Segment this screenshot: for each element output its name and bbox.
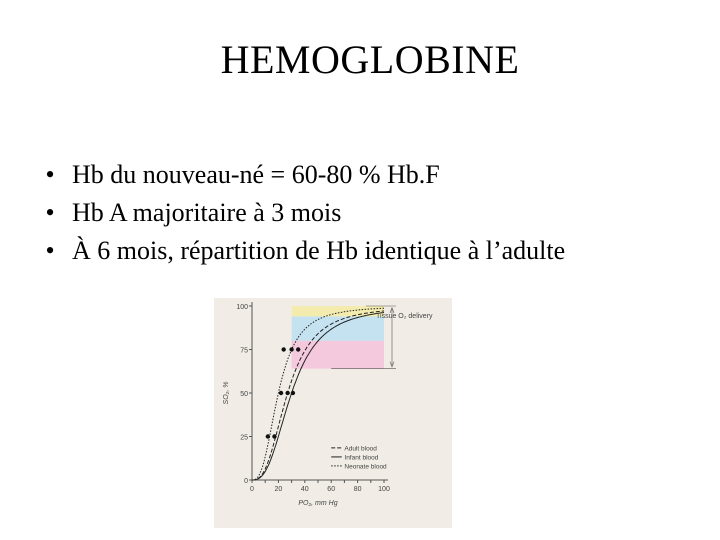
- bullet-text: Hb du nouveau-né = 60-80 % Hb.F: [72, 160, 440, 189]
- y-tick-label: 25: [240, 434, 248, 442]
- x-tick-label: 80: [353, 486, 362, 493]
- legend-label: Infant blood: [344, 454, 379, 462]
- y-tick-label: 50: [240, 391, 248, 398]
- slide-title: HEMOGLOBINE: [220, 37, 520, 82]
- oxygen-dissociation-chart: [214, 298, 452, 528]
- x-axis-label: PO₂, mm Hg: [298, 500, 338, 507]
- bullet-item: [40, 156, 680, 194]
- x-tick-label: 20: [274, 486, 283, 493]
- data-point: [266, 434, 270, 438]
- bullet-item: [40, 194, 680, 232]
- y-tick-label: 75: [240, 347, 248, 355]
- bullet-list: [40, 156, 680, 270]
- x-tick-label: 0: [250, 486, 254, 493]
- data-point: [291, 391, 295, 395]
- bullet-dot: •: [45, 160, 55, 189]
- y-tick-label: 100: [236, 304, 248, 311]
- legend-label: Adult blood: [344, 445, 377, 453]
- bullet-dot: •: [45, 236, 55, 265]
- data-point: [272, 434, 276, 438]
- y-tick-label: 0: [244, 478, 248, 485]
- x-tick-label: 40: [300, 486, 309, 493]
- y-axis-label: SO₂, %: [223, 381, 230, 405]
- x-tick-label: 60: [327, 486, 336, 493]
- legend-label: Neonate blood: [344, 463, 387, 471]
- band-pink: [292, 341, 384, 369]
- band-blue: [292, 316, 384, 340]
- data-point: [285, 391, 289, 395]
- bullet-dot: •: [45, 198, 55, 227]
- data-point: [279, 391, 283, 395]
- oxygen-dissociation-figure: [214, 298, 452, 528]
- x-tick-label: 100: [378, 486, 390, 493]
- bullet-text: Hb A majoritaire à 3 mois: [72, 198, 342, 227]
- bullet-item: [40, 232, 680, 270]
- data-point: [296, 347, 300, 351]
- delivery-annotation: Tissue O₂ delivery: [376, 313, 433, 321]
- bullet-text: À 6 mois, répartition de Hb identique à l’adulte: [72, 236, 566, 265]
- data-point: [289, 347, 293, 351]
- data-point: [281, 347, 285, 351]
